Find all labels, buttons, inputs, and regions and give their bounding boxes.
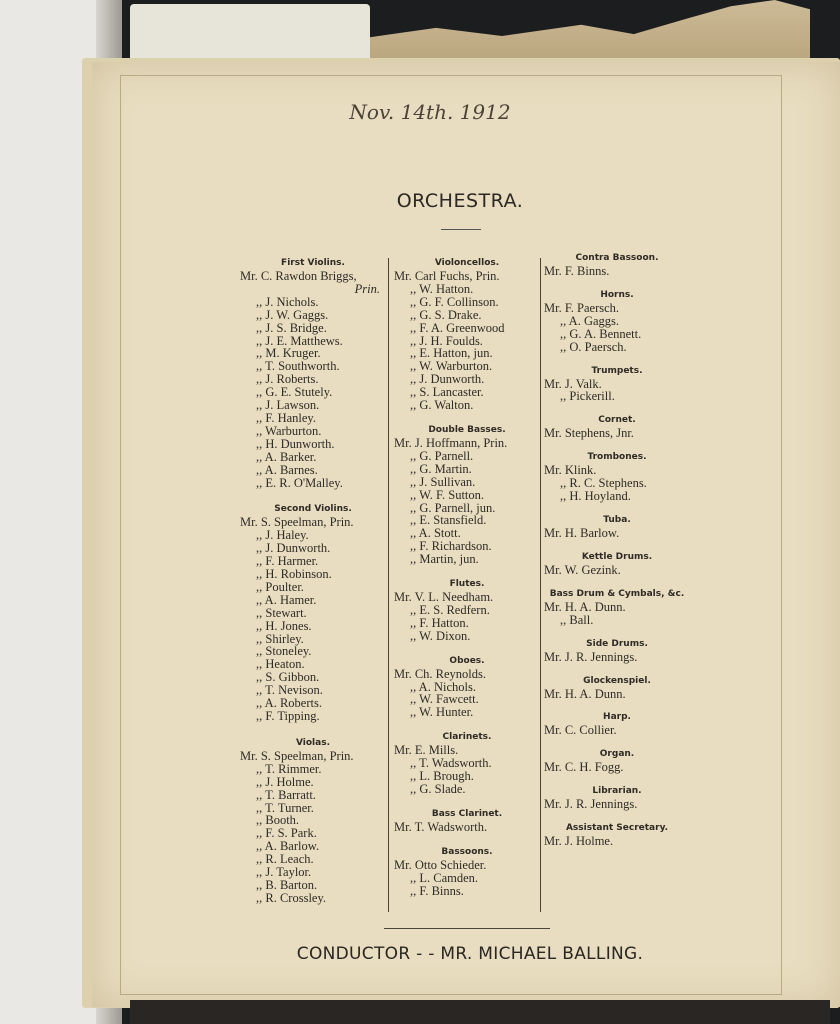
- list-item: ,, F. S. Park.: [256, 826, 317, 841]
- list-item: ,, F. Tipping.: [256, 709, 320, 723]
- section-heading: Tuba.: [603, 514, 631, 525]
- section-principal: Mr. J. R. Jennings.: [544, 649, 638, 664]
- section-heading: Bassoons.: [441, 846, 493, 857]
- list-item: ,, W. Hatton.: [410, 281, 474, 296]
- list-item: ,, Heaton.: [256, 657, 305, 672]
- section-principal: Mr. C. Rawdon Briggs,: [240, 269, 357, 283]
- list-item: ,, T. Southworth.: [256, 359, 340, 374]
- section-principal: Mr. S. Speelman, Prin.: [240, 748, 354, 763]
- list-item: ,, Shirley.: [256, 631, 304, 646]
- list-item: ,, R. Leach.: [256, 852, 314, 867]
- section-heading: Trombones.: [587, 452, 647, 463]
- list-item: ,, E. Hatton, jun.: [410, 346, 493, 361]
- list-item: ,, L. Camden.: [410, 870, 479, 885]
- list-item: ,, A. Roberts.: [256, 696, 322, 711]
- list-item: ,, E. Stansfield.: [410, 513, 487, 528]
- section-principal: Mr. H. Barlow.: [544, 525, 620, 540]
- list-item: ,, Stewart.: [256, 605, 307, 620]
- title-rule: [441, 229, 481, 230]
- section-heading: Horns.: [600, 289, 634, 300]
- list-item: ,, G. F. Collinson.: [410, 294, 499, 309]
- list-item: ,, J. Lawson.: [256, 398, 320, 413]
- background-bottom-strip: [130, 1000, 830, 1024]
- section-principal: Mr. H. A. Dunn.: [544, 686, 626, 701]
- section-heading: Kettle Drums.: [581, 551, 653, 562]
- list-item: ,, J. H. Foulds.: [410, 333, 483, 348]
- list-item: ,, L. Brough.: [410, 769, 474, 784]
- list-item: ,, J. Roberts.: [256, 372, 319, 387]
- section-principal: Mr. C. H. Fogg.: [544, 760, 624, 775]
- list-item: ,, H. Robinson.: [256, 567, 332, 582]
- conductor-line: CONDUCTOR - - MR. MICHAEL BALLING.: [296, 944, 644, 964]
- section-heading: Side Drums.: [586, 638, 648, 649]
- list-item: ,, J. S. Bridge.: [256, 320, 327, 335]
- section-heading: Flutes.: [449, 579, 485, 590]
- section-principal: Mr. C. Collier.: [544, 723, 617, 738]
- handwritten-date: Nov. 14th. 1912: [349, 100, 511, 124]
- list-item: ,, A. Barker.: [256, 449, 317, 464]
- list-item: ,, Warburton.: [256, 423, 322, 438]
- background-torn-paper: [370, 0, 810, 62]
- section-heading: Librarian.: [592, 786, 642, 797]
- list-item: ,, G. Walton.: [410, 398, 474, 413]
- section-heading: Assistant Secretary.: [565, 823, 669, 834]
- list-item: ,, T. Turner.: [256, 800, 314, 815]
- list-item: ,, J. Sullivan.: [410, 474, 476, 489]
- list-item: ,, E. R. O'Malley.: [256, 475, 343, 490]
- list-item: ,, F. Binns.: [410, 883, 464, 898]
- section-heading: Oboes.: [449, 655, 485, 666]
- list-item: ,, S. Gibbon.: [256, 670, 320, 685]
- section-heading: Bass Drum & Cymbals, &c.: [549, 588, 685, 599]
- list-item: ,, G. A. Bennett.: [560, 326, 642, 341]
- list-item: ,, T. Nevison.: [256, 683, 323, 698]
- section-principal: Mr. J. Hoffmann, Prin.: [394, 435, 508, 450]
- list-item: ,, T. Wadsworth.: [410, 756, 492, 771]
- section-principal: Mr. Carl Fuchs, Prin.: [394, 269, 500, 283]
- list-item: ,, W. F. Sutton.: [410, 487, 485, 502]
- column-brass-percussion: [544, 252, 690, 848]
- section-heading: Violoncellos.: [434, 258, 500, 268]
- list-item: ,, J. Dunworth.: [256, 541, 331, 556]
- list-item: ,, J. W. Gaggs.: [256, 307, 329, 322]
- list-item: ,, J. Haley.: [256, 528, 309, 543]
- list-item: ,, J. Nichols.: [256, 294, 319, 309]
- section-principal: Mr. Ch. Reynolds.: [394, 666, 487, 681]
- section-principal: Mr. E. Mills.: [394, 743, 459, 758]
- section-principal: Mr. T. Wadsworth.: [394, 819, 488, 834]
- list-item: ,, A. Hamer.: [256, 592, 317, 607]
- list-item: ,, W. Hunter.: [410, 705, 474, 720]
- list-item: ,, G. Slade.: [410, 782, 466, 796]
- section-principal: Mr. S. Speelman, Prin.: [240, 515, 354, 530]
- section-principal: Mr. W. Gezink.: [544, 562, 621, 577]
- list-item: ,, A. Nichols.: [410, 679, 476, 694]
- section-heading: Harp.: [603, 712, 631, 723]
- column-divider-1: [388, 258, 389, 912]
- section-principal: Mr. J. Valk.: [544, 376, 602, 391]
- list-item: ,, J. Dunworth.: [410, 372, 485, 387]
- list-item: ,, M. Kruger.: [256, 346, 321, 361]
- list-item: ,, H. Jones.: [256, 618, 312, 633]
- section-principal: Mr. Otto Schieder.: [394, 857, 487, 872]
- list-item: ,, Poulter.: [256, 579, 304, 594]
- list-item: ,, S. Lancaster.: [410, 385, 484, 400]
- column-divider-2: [540, 258, 541, 912]
- section-heading: First Violins.: [281, 258, 345, 268]
- list-item: ,, T. Barratt.: [256, 787, 316, 802]
- list-item: ,, Ball.: [560, 612, 594, 627]
- section-heading: Glockenspiel.: [583, 675, 651, 686]
- list-item: ,, R. C. Stephens.: [560, 476, 647, 491]
- list-item: ,, G. Parnell.: [410, 448, 474, 463]
- principal-note: Prin.: [354, 281, 380, 296]
- list-item: ,, J. Holme.: [256, 774, 314, 789]
- section-principal: Mr. F. Binns.: [544, 264, 610, 278]
- list-item: ,, F. A. Greenwood: [410, 320, 505, 335]
- list-item: ,, F. Hatton.: [410, 615, 469, 630]
- section-principal: Mr. Klink.: [544, 463, 597, 478]
- section-heading: Double Basses.: [428, 424, 506, 435]
- list-item: ,, A. Barlow.: [256, 839, 320, 854]
- section-principal: Mr. J. R. Jennings.: [544, 797, 638, 812]
- bottom-rule: [384, 928, 550, 929]
- list-item: ,, B. Barton.: [256, 877, 318, 892]
- list-item: ,, R. Crossley.: [256, 890, 327, 905]
- section-heading: Second Violins.: [274, 504, 352, 515]
- list-item: ,, W. Dixon.: [410, 628, 471, 643]
- list-item: ,, Booth.: [256, 813, 300, 828]
- list-item: ,, W. Warburton.: [410, 359, 493, 374]
- column-strings: [240, 257, 386, 905]
- section-principal: Mr. J. Holme.: [544, 834, 614, 849]
- section-principal: Mr. F. Paersch.: [544, 300, 620, 315]
- list-item: ,, Stoneley.: [256, 644, 312, 659]
- section-heading: Cornet.: [598, 415, 636, 426]
- list-item: ,, F. Richardson.: [410, 539, 492, 554]
- page-title: ORCHESTRA.: [396, 190, 524, 212]
- list-item: ,, G. Parnell, jun.: [410, 500, 496, 515]
- list-item: ,, E. S. Redfern.: [410, 602, 490, 617]
- section-heading: Clarinets.: [442, 732, 492, 743]
- list-item: ,, A. Gaggs.: [560, 313, 620, 328]
- column-strings-woodwind: [394, 257, 540, 898]
- list-item: ,, G. Martin.: [410, 461, 472, 476]
- list-item: ,, W. Fawcett.: [410, 692, 479, 707]
- section-heading: Violas.: [295, 737, 330, 748]
- list-item: ,, G. S. Drake.: [410, 307, 482, 322]
- list-item: ,, Pickerill.: [560, 389, 615, 404]
- list-item: ,, A. Stott.: [410, 526, 461, 541]
- list-item: ,, J. E. Matthews.: [256, 333, 343, 348]
- list-item: ,, F. Hanley.: [256, 410, 316, 425]
- list-item: ,, G. E. Stutely.: [256, 385, 333, 400]
- list-item: ,, F. Harmer.: [256, 554, 319, 569]
- section-heading: Contra Bassoon.: [575, 253, 659, 263]
- section-heading: Organ.: [599, 749, 635, 760]
- list-item: ,, O. Paersch.: [560, 339, 627, 354]
- list-item: ,, H. Hoyland.: [560, 489, 631, 504]
- section-heading: Bass Clarinet.: [431, 808, 503, 819]
- section-principal: Mr. Stephens, Jnr.: [544, 426, 634, 441]
- list-item: ,, A. Barnes.: [256, 462, 318, 477]
- list-item: ,, H. Dunworth.: [256, 436, 335, 451]
- list-item: ,, T. Rimmer.: [256, 761, 322, 776]
- section-heading: Trumpets.: [591, 365, 643, 376]
- section-principal: Mr. H. A. Dunn.: [544, 599, 626, 614]
- section-principal: Mr. V. L. Needham.: [394, 590, 494, 605]
- list-item: ,, Martin, jun.: [410, 552, 479, 567]
- list-item: ,, J. Taylor.: [256, 865, 312, 880]
